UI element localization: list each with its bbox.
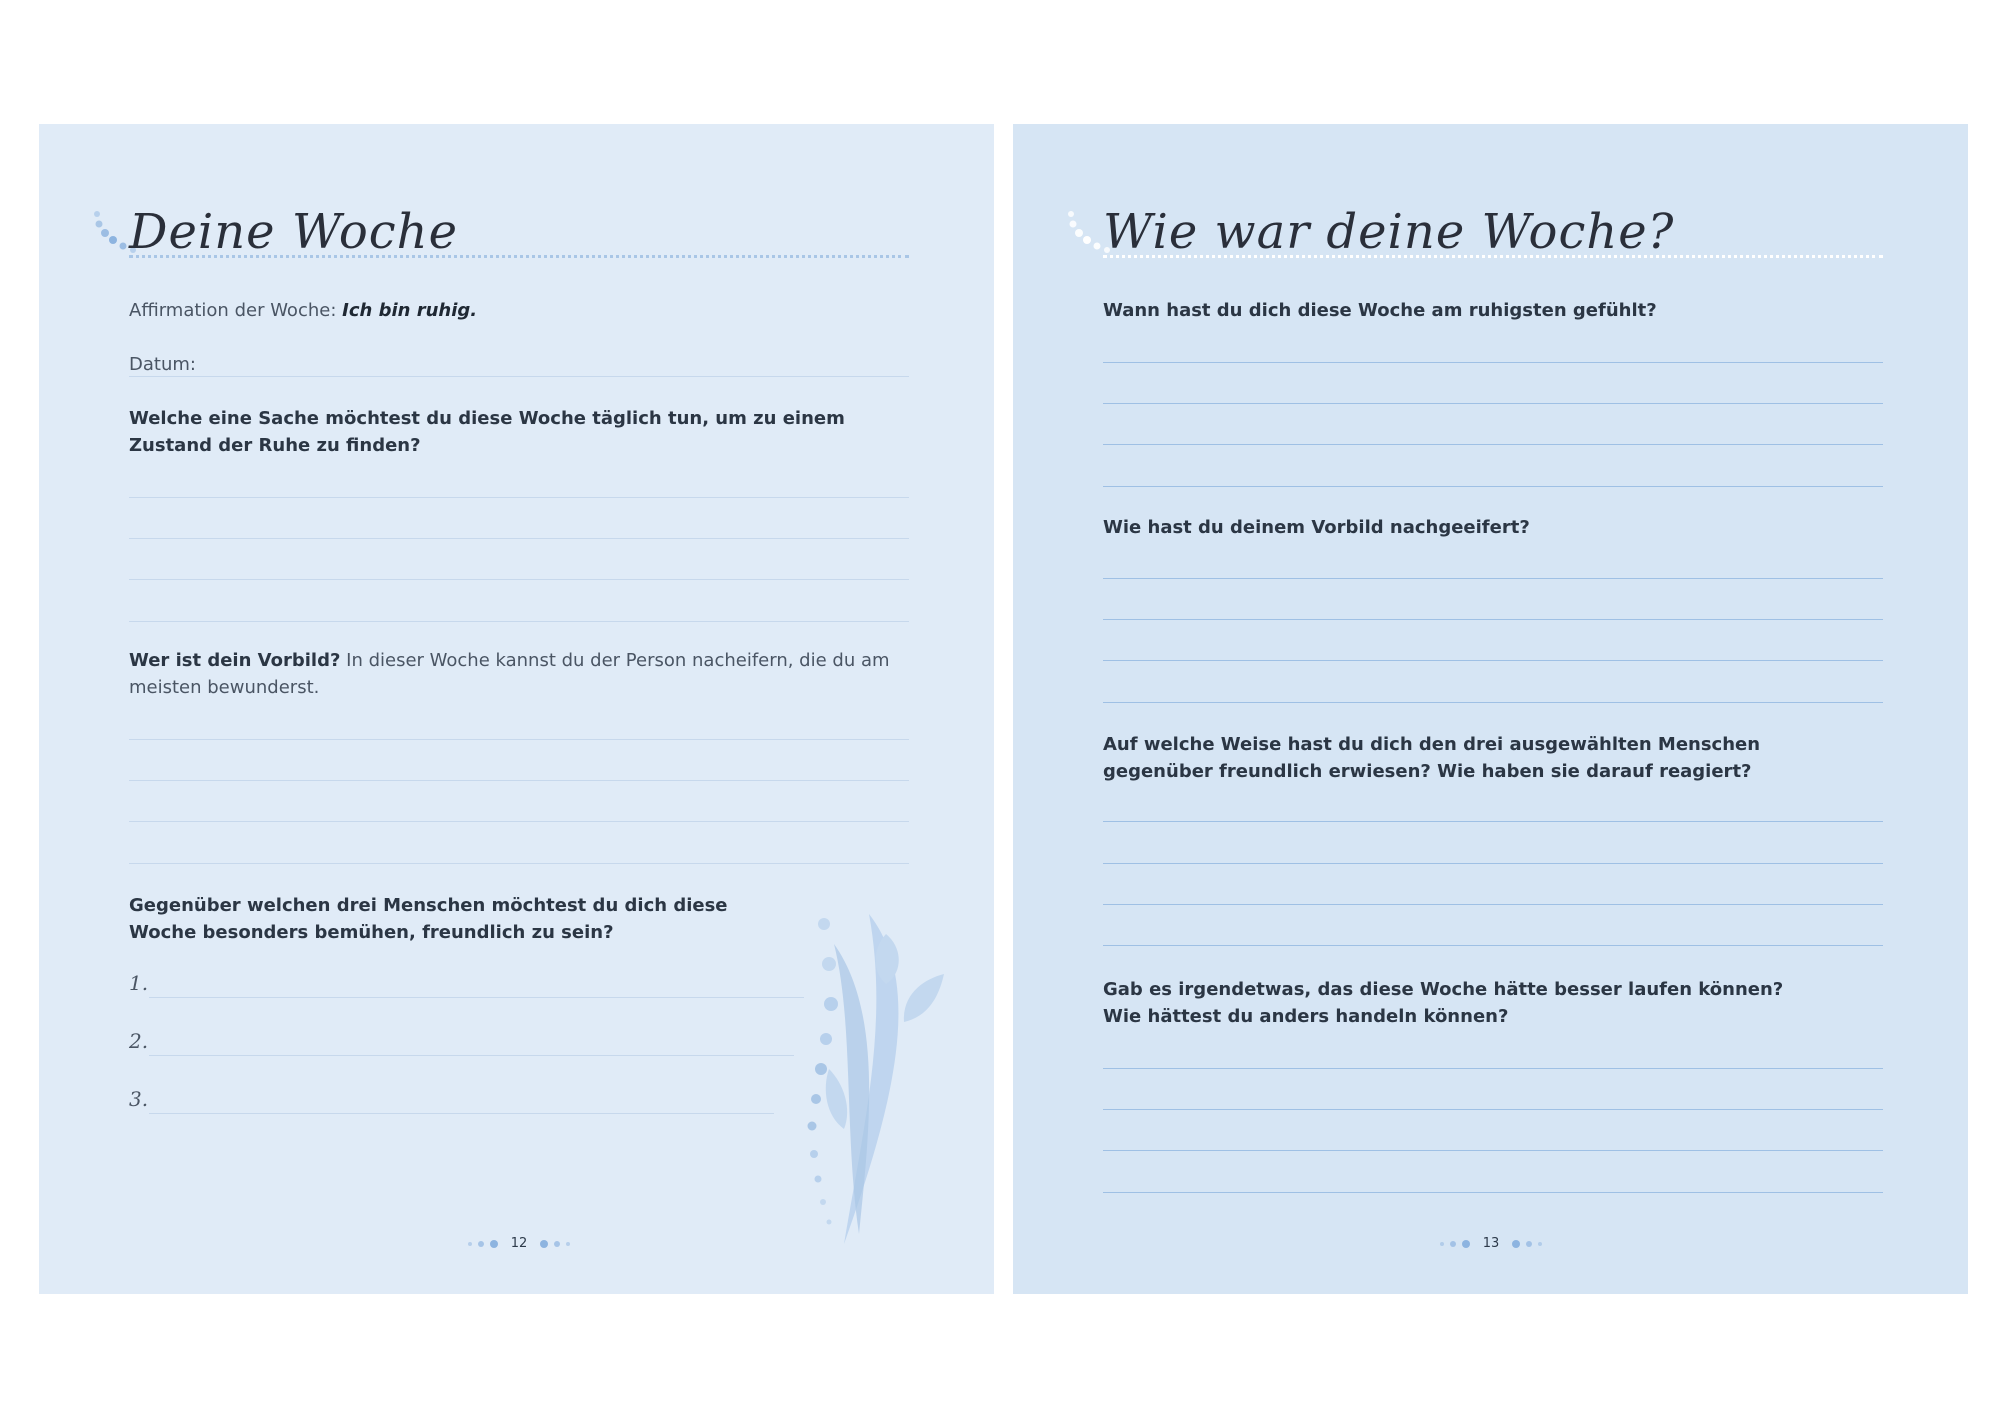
write-line — [129, 780, 909, 781]
question-role-model-bold: Wer ist dein Vorbild? — [129, 650, 341, 671]
page-number-footer — [1426, 1236, 1556, 1251]
write-line — [1103, 578, 1883, 579]
question-three-people: Gegenüber welchen drei Menschen möchtest du dich diese Woche besonders bemühen, freundlich zu sein? — [129, 895, 728, 943]
write-line — [129, 863, 909, 864]
page-number: 12 — [510, 1236, 528, 1251]
title-dotted-rule — [129, 255, 909, 258]
list-write-line — [149, 1055, 794, 1056]
write-line — [129, 497, 909, 498]
write-line — [129, 621, 909, 622]
question-improve-line1: Gab es irgendetwas, das diese Woche hätte besser laufen können? — [1103, 979, 1784, 1000]
list-number: 1. — [129, 971, 149, 995]
question-role-model-followed: Wie hast du deinem Vorbild nachgeeifert? — [1103, 517, 1530, 538]
title-dotted-rule — [1103, 255, 1883, 258]
question-kindness: Auf welche Weise hast du dich den drei ausgewählten Menschen gegenüber freundlich erwiesen? Wie haben sie darauf reagiert? — [1103, 734, 1761, 782]
leaf-vine-icon — [774, 904, 944, 1254]
page-title: Deine Woche — [129, 204, 458, 260]
list-write-line — [149, 997, 804, 998]
page-ornament-dots-icon — [1437, 1236, 1477, 1251]
write-line — [1103, 362, 1883, 363]
question-daily-practice: Welche eine Sache möchtest du diese Woche täglich tun, um zu einem Zustand der Ruhe zu finden? — [129, 408, 845, 456]
page-ornament-dots-icon — [1509, 1236, 1545, 1251]
page-title: Wie war deine Woche? — [1103, 204, 1675, 260]
list-write-line — [149, 1113, 774, 1114]
write-line — [1103, 863, 1883, 864]
write-line — [1103, 702, 1883, 703]
list-number: 3. — [129, 1087, 149, 1111]
page-ornament-dots-icon — [465, 1236, 505, 1251]
write-line — [1103, 945, 1883, 946]
write-line — [1103, 403, 1883, 404]
write-line — [1103, 660, 1883, 661]
question-role-model — [129, 647, 909, 701]
affirmation-line — [129, 297, 477, 324]
page-number-footer — [454, 1236, 584, 1251]
list-number: 2. — [129, 1029, 149, 1053]
write-line — [1103, 821, 1883, 822]
write-line — [1103, 1109, 1883, 1110]
date-write-line — [129, 376, 909, 377]
affirmation-value: Ich bin ruhig. — [342, 300, 478, 321]
write-line — [129, 739, 909, 740]
date-label: Datum: — [129, 354, 196, 375]
write-line — [1103, 486, 1883, 487]
question-role-model-rest: In dieser Woche kannst du der Person nacheifern, die du am meisten bewunderst. — [129, 650, 890, 698]
write-line — [1103, 619, 1883, 620]
write-line — [1103, 1068, 1883, 1069]
question-improve-line2: Wie hättest du anders handeln können? — [1103, 1006, 1509, 1027]
write-line — [1103, 1150, 1883, 1151]
page-ornament-dots-icon — [537, 1236, 573, 1251]
write-line — [129, 579, 909, 580]
write-line — [1103, 444, 1883, 445]
write-line — [1103, 904, 1883, 905]
write-line — [1103, 1192, 1883, 1193]
right-page — [1013, 124, 1968, 1294]
write-line — [129, 538, 909, 539]
question-calmest: Wann hast du dich diese Woche am ruhigsten gefühlt? — [1103, 300, 1657, 321]
write-line — [129, 821, 909, 822]
page-number: 13 — [1482, 1236, 1500, 1251]
left-page — [39, 124, 994, 1294]
affirmation-label: Affirmation der Woche: — [129, 300, 337, 321]
